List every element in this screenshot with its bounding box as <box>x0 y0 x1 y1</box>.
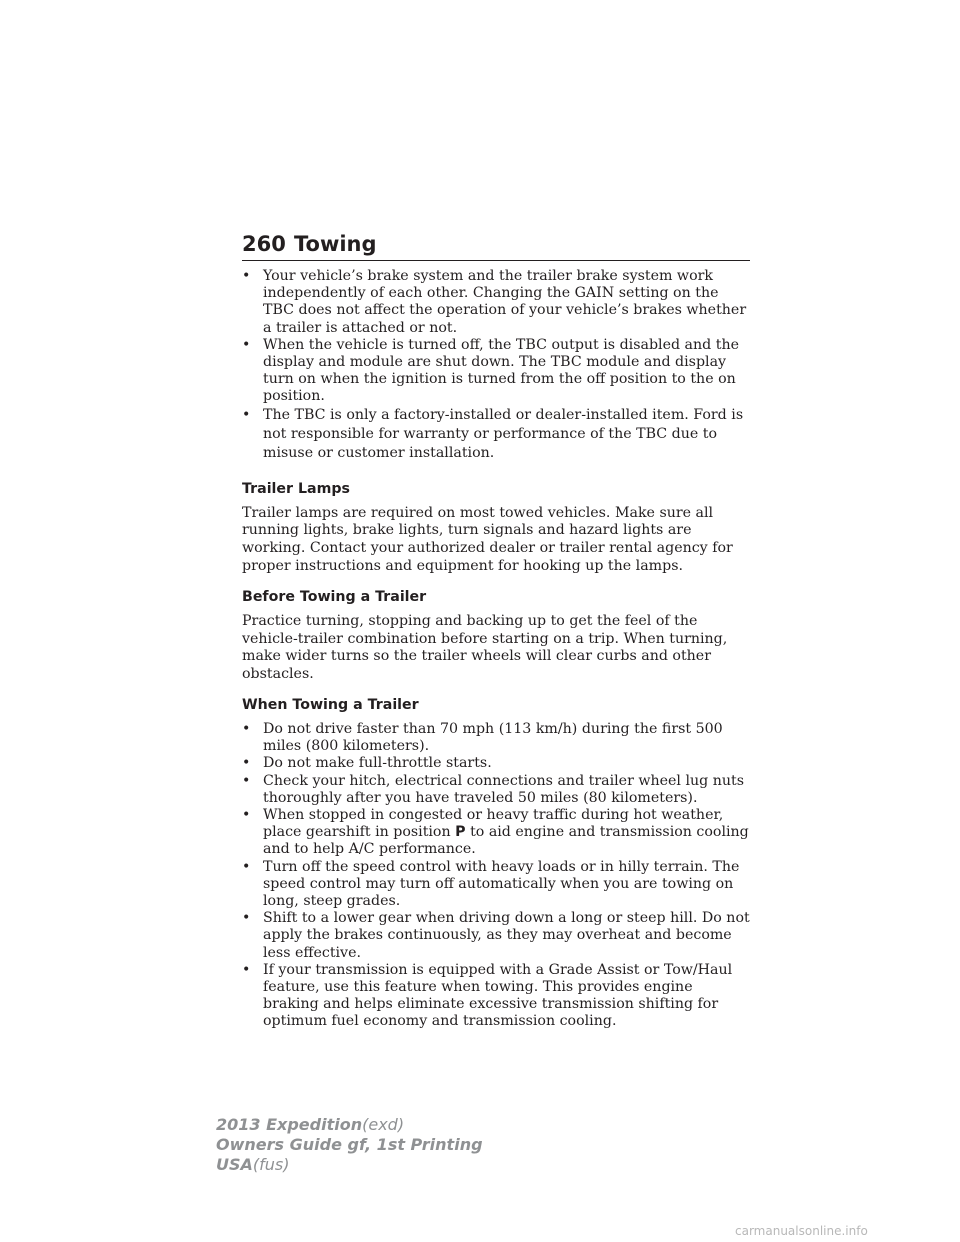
list-item <box>242 962 752 1031</box>
bullet-icon: • <box>242 721 251 737</box>
list-item <box>242 721 752 755</box>
list-item-text: When stopped in congested or heavy traffic during hot weather, place gearshift in position <box>263 807 724 841</box>
footer-line-guide: Owners Guide gf, 1st Printing <box>216 1135 483 1154</box>
bullet-icon: • <box>242 961 251 978</box>
list-item-text: Check your hitch, electrical connections and trailer wheel lug nuts thoroughly after you have traveled 50 miles (80 kilometers). <box>263 772 745 806</box>
list-item <box>242 268 752 337</box>
list-item <box>242 755 752 772</box>
heading-when-towing: When Towing a Trailer <box>242 697 419 713</box>
section-title: Towing <box>294 232 377 256</box>
list-item <box>242 337 752 406</box>
list-item-text: to aid engine and transmission cooling and to help A/C performance. <box>263 824 749 858</box>
list-item <box>242 859 752 911</box>
bullet-icon: • <box>242 268 251 284</box>
bullet-icon: • <box>242 406 251 423</box>
list-item <box>242 910 752 962</box>
list-item-text: The TBC is only a factory-installed or dealer-installed item. Ford is not responsible for warranty or performance of the TBC due to misuse or customer installation. <box>263 406 744 461</box>
list-item-text: When the vehicle is turned off, the TBC output is disabled and the display and module are shut down. The TBC module and display turn on when the ignition is turned from the off position to the on position. <box>263 336 739 405</box>
list-item-text: If your transmission is equipped with a Grade Assist or Tow/Haul feature, use this feature when towing. This provides engine braking and helps eliminate excessive transmission shifting for optimum fuel economy and transmission cooling. <box>263 961 733 1030</box>
bullet-icon: • <box>242 755 251 772</box>
bullet-icon: • <box>242 336 251 353</box>
footer-line-region <box>216 1155 483 1175</box>
towing-bullet-list <box>242 721 752 1031</box>
list-item <box>242 406 752 463</box>
tbc-bullet-list <box>242 268 752 463</box>
footer-region: USA <box>216 1155 253 1174</box>
page-content <box>242 268 752 1031</box>
heading-before-towing: Before Towing a Trailer <box>242 588 427 605</box>
bullet-icon: • <box>242 807 251 824</box>
list-item-text: Shift to a lower gear when driving down a long or steep hill. Do not apply the brakes continuously, as they may overheat and become less effective. <box>263 910 750 961</box>
page-number: 260 <box>242 232 286 256</box>
list-item-text: Do not make full-throttle starts. <box>263 755 492 772</box>
footer-model-code: (exd) <box>362 1115 405 1134</box>
list-item <box>242 773 752 807</box>
footer-line-model <box>216 1115 483 1135</box>
paragraph-before-towing: Practice turning, stopping and backing up to get the feel of the vehicle-trailer combination before starting on a trip. When turning, make wider turns so the trailer wheels will clear curbs and other obstacles. <box>242 612 728 683</box>
bullet-icon: • <box>242 910 251 927</box>
bullet-icon: • <box>242 858 251 875</box>
footer-model: 2013 Expedition <box>216 1115 363 1134</box>
gear-position-p: P <box>455 824 466 841</box>
list-item-text: Turn off the speed control with heavy loads or in hilly terrain. The speed control may turn off automatically when you are towing on long, steep grades. <box>263 858 740 910</box>
list-item-text: Do not drive faster than 70 mph (113 km/h) during the first 500 miles (800 kilometers). <box>263 721 723 755</box>
list-item <box>242 807 752 859</box>
watermark: carmanualsonline.info <box>735 1224 868 1238</box>
list-item-text: Your vehicle’s brake system and the trailer brake system work independently of each other. Changing the GAIN setting on the TBC does not affect the operation of your vehicle’s brakes whether a trailer is attached or not. <box>263 268 747 336</box>
bullet-icon: • <box>242 772 251 789</box>
page-footer <box>216 1115 483 1175</box>
page-header <box>242 230 750 261</box>
paragraph-trailer-lamps: Trailer lamps are required on most towed vehicles. Make sure all running lights, brake lights, turn signals and hazard lights are working. Contact your authorized dealer or trailer rental agency for proper instructions and equipment for hooking up the lamps. <box>242 504 733 575</box>
footer-region-code: (fus) <box>252 1155 290 1174</box>
heading-trailer-lamps: Trailer Lamps <box>242 480 350 497</box>
